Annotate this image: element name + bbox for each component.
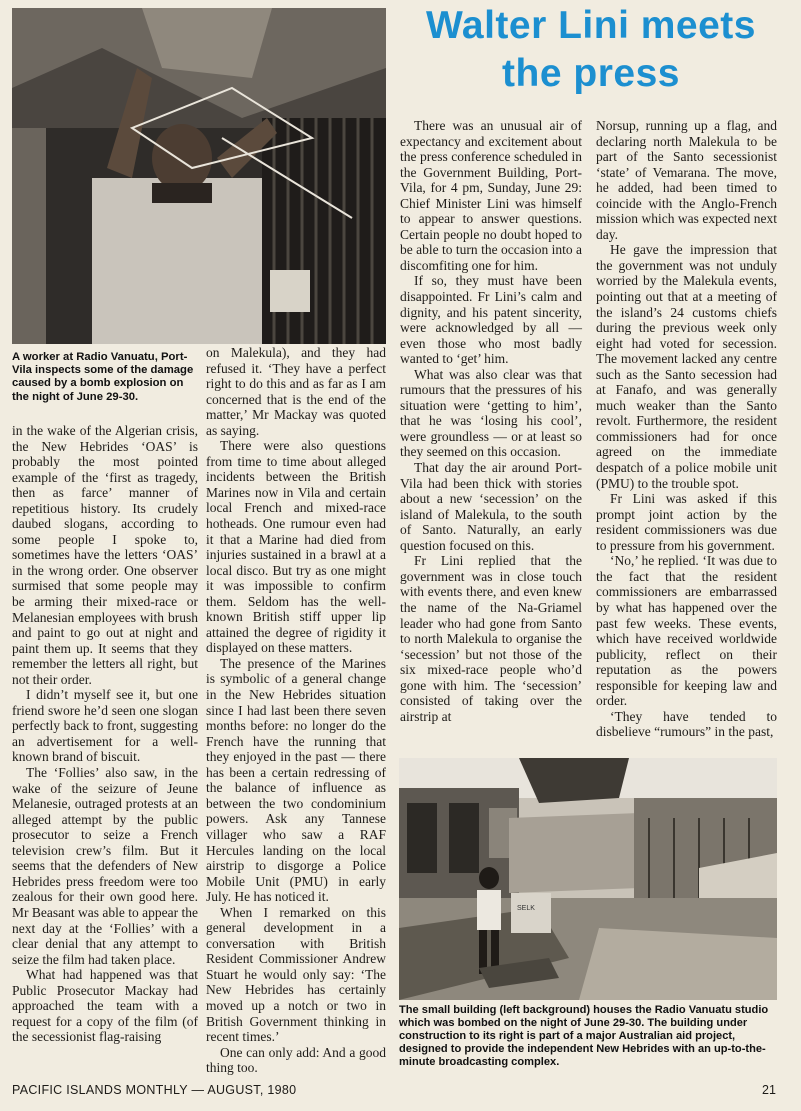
- page-number: 21: [762, 1083, 776, 1097]
- headline-line-2: the press: [502, 52, 680, 95]
- paragraph: Fr Lini replied that the government was in close touch with events there, and even knew the name of the Na-Griamel leader who had gone from Santo to north Malekula to organise the ‘secession’ but not those of the six mixed-race people who’d gone with him. The ‘secession’ consisted of taking over the airstrip at: [400, 553, 582, 724]
- paragraph: ‘No,’ he replied. ‘It was due to the fact that the resident commissioners are embarrassed by what has happened over the past few weeks. These events, which have received worldwide publicity, reflect on their reputation as the powers responsible for keeping law and order.: [596, 553, 777, 709]
- crate-label: SELK: [517, 905, 535, 912]
- photo-radio-vanuatu-worker: [12, 8, 386, 344]
- article-column-4: [596, 118, 777, 740]
- photo-radio-vanuatu-studio: [399, 758, 777, 1000]
- paragraph: One can only add: And a good thing too.: [206, 1044, 386, 1076]
- paragraph: in the wake of the Algerian crisis, the New Hebrides ‘OAS’ is probably the most pointed example of the ‘first as tragedy, then as farce’ manner of repetitious history. Its crudely daubed slogans, according to some people I spoke to, sometimes have the letters ‘OAS’ in the wrong order. One observer surmised that some people may be arming their mixed-race or Melanesian employees with brush and paint to go out at night and paint them up. It seems that they remember the letters all right, but not their order.: [12, 423, 198, 687]
- article-headline: [398, 2, 784, 98]
- paragraph: When I remarked on this general development in a conversation with British Resident Commissioner Andrew Stuart he would only say: ‘The New Hebrides has certainly moved up a notch or two in British Government thinking in recent times.’: [206, 904, 386, 1045]
- article-column-3: [400, 118, 582, 724]
- paragraph: The presence of the Marines is symbolic of a general change in the New Hebrides situation since I had last been there seven months before: no longer do the French have the running that they enjoyed in the past — there has been a certain redressing of the balance of influence as between the two condominium powers. Ask any Tannese villager who saw a RAF Hercules landing on the local airstrip to disgorge a Police Mobile Unit (PMU) in early July. He has noticed it.: [206, 655, 386, 905]
- headline-line-1: Walter Lini meets: [426, 4, 756, 47]
- paragraph: on Malekula), and they had refused it. ‘They have a perfect right to do this and as far as I am concerned that is the end of the matter,’ Mr Mackay was quoted as saying.: [206, 345, 386, 438]
- paragraph: I didn’t myself see it, but one friend swore he’d seen one slogan perfectly back to front, suggesting an advertisement for a well-known brand of biscuit.: [12, 687, 198, 765]
- article-column-2: [206, 345, 386, 1076]
- paragraph: He gave the impression that the government was not unduly worried by the Malekula events, pointing out that at a meeting of the island’s 24 customs chiefs during the previous week only eight had voted for secession. The movement lacked any centre such as the Santo secession had at Fanafo, and was generally much weaker than the Santo revolt. Furthermore, the resident commissioners had for once agreed on the immediate despatch of a police mobile unit (PMU) to the trouble spot.: [596, 242, 777, 491]
- article-column-1: [12, 423, 198, 1045]
- paragraph: That day the air around Port-Vila had been thick with stories about a new ‘secession’ on the island of Malekula, to the south of Santo. Naturally, an early question focused on this.: [400, 460, 582, 553]
- paragraph: ‘They have tended to disbelieve “rumours” in the past,: [596, 708, 777, 740]
- paragraph: What was also clear was that rumours that the pressures of his situation were ‘getting to him’, that he was ‘losing his cool’, were groundless — or at least so they seemed on this occasion.: [400, 366, 582, 460]
- paragraph: The ‘Follies’ also saw, in the wake of the seizure of Jeune Melanesie, outraged protests at an alleged attempt by the public prosecutor to seize a French television crew’s film. But it seems that the defenders of New Hebrides press freedom were too zealous for their own good here. Mr Beasant was able to appear the next day at the ‘Follies’ with a clear denial that any attempt to seize the film had taken place.: [12, 765, 198, 967]
- paragraph: What had happened was that Public Prosecutor Mackay had approached the team with a request for a copy of the film (of the secessionist flag-raising: [12, 967, 198, 1045]
- paragraph: There were also questions from time to time about alleged incidents between the British Marines now in Vila and certain local French and mixed-race hotheads. One rumour even had it that a Marine had died from injuries sustained in a brawl at a local disco. But try as one might it was impossible to confirm them. Seldom has the well-known British stiff upper lip attained the degree of rigidity it displayed on these matters.: [206, 438, 386, 656]
- publication-footer: PACIFIC ISLANDS MONTHLY — AUGUST, 1980: [12, 1083, 297, 1097]
- paragraph: Norsup, running up a flag, and declaring north Malekula to be part of the Santo secessionist ‘state’ of Vemarana. The move, he added, had been timed to coincide with the Anglo-French mission which was expected next day.: [596, 118, 777, 242]
- paragraph: If so, they must have been disappointed. Fr Lini’s calm and dignity, and his patent sincerity, were acknowledged by all — even those who most badly wanted to ‘get’ him.: [400, 273, 582, 367]
- paragraph: Fr Lini was asked if this prompt joint action by the resident commissioners was due to pressure from his government.: [596, 491, 777, 553]
- photo-caption-top: A worker at Radio Vanuatu, Port-Vila inspects some of the damage caused by a bomb explosion on the night of June 29-30.: [12, 351, 194, 403]
- paragraph: There was an unusual air of expectancy and excitement about the press conference scheduled in the Government Building, Port-Vila, for 4 pm, Sunday, June 29: Chief Minister Lini was himself to appear to answer questions. Certain people no doubt hoped to be able to turn the occasion into a discomfiting one for him.: [400, 118, 582, 273]
- photo-caption-bottom: The small building (left background) houses the Radio Vanuatu studio which was bombed on the night of June 29-30. The building under construction to its right is part of a major Australian aid project, designed to provide the independent New Hebrides with an up-to-the-minute broadcasting complex.: [399, 1004, 769, 1068]
